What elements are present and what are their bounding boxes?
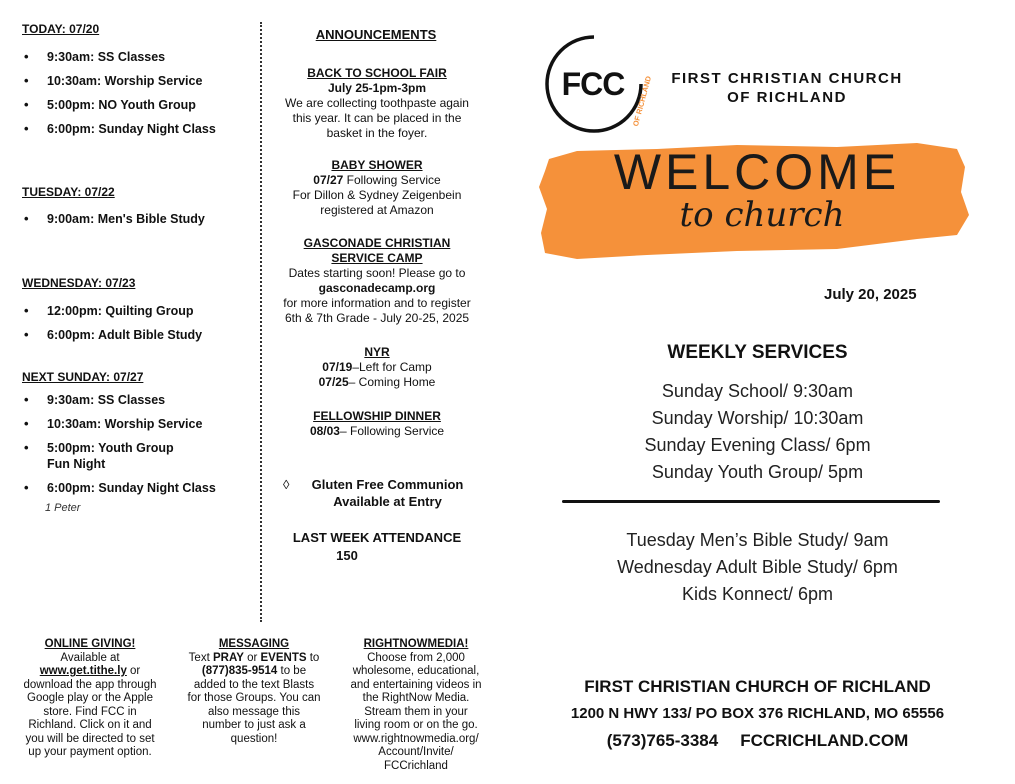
church-name-line: FIRST CHRISTIAN CHURCH xyxy=(671,70,903,87)
fair-title: BACK TO SCHOOL FAIR xyxy=(307,66,447,80)
giving-line: store. Find FCC in xyxy=(43,705,137,718)
attendance-label: LAST WEEK ATTENDANCE xyxy=(292,530,462,545)
nyr-date: 07/19 xyxy=(322,360,353,374)
messaging-text: to be xyxy=(277,665,307,677)
camp-announcement xyxy=(262,236,492,326)
wednesday-heading: WEDNESDAY: 07/23 xyxy=(22,276,136,290)
nyr-date: 07/25 xyxy=(318,375,349,389)
giving-line: download the app through xyxy=(23,678,157,691)
keyword-events: EVENTS xyxy=(260,651,307,664)
next-sunday-list xyxy=(24,392,216,496)
camp-line: 6th & 7th Grade - July 20-25, 2025 xyxy=(284,311,470,325)
list-item: • 6:00pm: Sunday Night Class xyxy=(24,117,216,141)
keyword-pray: PRAY xyxy=(212,651,244,664)
service-item: Sunday Worship/ 10:30am xyxy=(651,408,864,428)
footer-contact xyxy=(520,731,995,751)
dinner-announcement xyxy=(262,409,492,439)
attendance xyxy=(262,529,492,565)
attendance-value: 150 xyxy=(336,548,358,563)
service-item: Kids Konnect/ 6pm xyxy=(681,584,834,604)
rightnow-line: wholesome, educational, xyxy=(352,665,480,677)
fair-line: this year. It can be placed in the xyxy=(292,111,462,125)
giving-text: or xyxy=(126,665,141,677)
messaging-line: for those Groups. You can xyxy=(187,692,321,704)
communion-line: Gluten Free Communion xyxy=(311,477,464,492)
rightnow-link[interactable]: www.rightnowmedia.org/ xyxy=(353,732,479,745)
fair-announcement xyxy=(262,66,492,141)
service-item: Sunday School/ 9:30am xyxy=(661,381,854,401)
rightnow-title: RIGHTNOWMEDIA! xyxy=(363,638,469,650)
footer-address: 1200 N HWY 133/ PO BOX 376 RICHLAND, MO 65556 xyxy=(570,705,945,722)
list-item: • 6:00pm: Sunday Night Class xyxy=(24,480,216,496)
list-item: • 9:30am: SS Classes xyxy=(24,392,216,408)
messaging-phone: (877)835-9514 xyxy=(201,665,278,677)
giving-line: up your payment option. xyxy=(28,746,152,758)
diamond-bullet-icon: ◊ xyxy=(283,477,290,492)
messaging-line: question! xyxy=(230,732,278,745)
rightnow-line: Stream them in your xyxy=(364,705,468,718)
shower-date-rest: Following Service xyxy=(343,173,441,187)
dinner-date: 08/03 xyxy=(309,424,340,438)
service-item: Wednesday Adult Bible Study/ 6pm xyxy=(617,557,898,577)
list-item xyxy=(24,440,216,472)
camp-line: for more information and to register xyxy=(283,296,471,310)
shower-title: BABY SHOWER xyxy=(331,158,423,172)
communion-note xyxy=(300,476,475,510)
youth-group-sub: Fun Night xyxy=(47,457,106,471)
rightnow-line: Choose from 2,000 xyxy=(367,651,465,664)
tuesday-heading: TUESDAY: 07/22 xyxy=(22,185,115,199)
list-item: • 9:00am: Men's Bible Study xyxy=(24,207,205,231)
nyr-title: NYR xyxy=(364,345,390,359)
nyr-announcement xyxy=(262,345,492,390)
rightnow-link[interactable]: FCCrichland xyxy=(384,759,448,772)
camp-line: Dates starting soon! Please go to xyxy=(288,266,466,280)
next-sunday-heading: NEXT SUNDAY: 07/27 xyxy=(22,370,144,384)
giving-line: Google play or the Apple xyxy=(27,692,153,704)
dinner-text: – Following Service xyxy=(339,424,445,438)
shower-line: registered at Amazon xyxy=(320,203,434,217)
camp-title: SERVICE CAMP xyxy=(331,251,423,265)
giving-line: you will be directed to set xyxy=(25,732,155,745)
messaging-title: MESSAGING xyxy=(218,638,290,650)
wednesday-list xyxy=(24,299,202,347)
fair-date: July 25-1pm-3pm xyxy=(327,81,427,95)
camp-title: GASCONADE CHRISTIAN xyxy=(303,236,451,250)
section-rule xyxy=(562,500,940,503)
rightnow-link[interactable]: Account/Invite/ xyxy=(378,746,454,758)
service-item: Tuesday Men’s Bible Study/ 9am xyxy=(626,530,889,550)
footer-website[interactable]: FCCRICHLAND.COM xyxy=(740,731,909,750)
weekly-services-list xyxy=(560,378,955,486)
messaging-text: Text xyxy=(188,651,213,664)
shower-announcement xyxy=(262,158,492,218)
messaging-text: to xyxy=(306,651,320,664)
rightnow-block xyxy=(334,638,498,773)
list-item: • 10:30am: Worship Service xyxy=(24,416,216,432)
shower-line: For Dillon & Sydney Zeigenbein xyxy=(292,188,462,202)
tithe-link[interactable]: www.get.tithe.ly xyxy=(39,665,127,677)
service-item: Sunday Evening Class/ 6pm xyxy=(644,435,871,455)
nyr-text: – Coming Home xyxy=(348,375,436,389)
camp-site-link[interactable]: gasconadecamp.org xyxy=(318,281,436,295)
list-item: • 9:30am: SS Classes xyxy=(24,45,216,69)
bulletin-date: July 20, 2025 xyxy=(824,286,917,303)
logo-subtext: OF RICHLAND xyxy=(631,75,654,128)
footer-church-name: FIRST CHRISTIAN CHURCH OF RICHLAND xyxy=(584,677,931,696)
list-item: • 6:00pm: Adult Bible Study xyxy=(24,323,202,347)
giving-line: Richland. Click on it and xyxy=(28,719,152,731)
fair-line: We are collecting toothpaste again xyxy=(285,96,469,110)
fair-line: basket in the foyer. xyxy=(326,126,428,140)
church-name-header xyxy=(662,69,912,107)
messaging-line: added to the text Blasts xyxy=(193,678,315,691)
other-services-list xyxy=(560,527,955,608)
welcome-banner xyxy=(537,137,971,261)
announcements-heading: ANNOUNCEMENTS xyxy=(315,27,437,42)
service-item: Sunday Youth Group/ 5pm xyxy=(651,462,864,482)
fcc-logo xyxy=(543,33,654,135)
shower-date: 07/27 xyxy=(313,173,344,187)
giving-line: Available at xyxy=(60,651,120,664)
today-heading: TODAY: 07/20 xyxy=(22,22,100,36)
messaging-block xyxy=(174,638,334,746)
youth-group-line: 5:00pm: Youth Group xyxy=(47,441,174,455)
today-list xyxy=(24,45,216,141)
church-name-line: OF RICHLAND xyxy=(727,89,847,106)
logo-text: FCC xyxy=(561,66,625,102)
messaging-text: or xyxy=(243,651,261,664)
messaging-line: number to just ask a xyxy=(202,719,306,731)
list-item: • 5:00pm: NO Youth Group xyxy=(24,93,216,117)
rightnow-line: the RightNow Media. xyxy=(362,692,470,704)
rightnow-line: and entertaining videos in xyxy=(350,678,482,691)
communion-line: Available at Entry xyxy=(333,494,442,509)
messaging-line: also message this xyxy=(207,705,301,718)
online-giving-block xyxy=(10,638,170,760)
to-church-text: to church xyxy=(679,195,845,235)
footer-phone[interactable]: (573)765-3384 xyxy=(606,731,719,750)
tuesday-list xyxy=(24,207,205,231)
list-item: • 10:30am: Worship Service xyxy=(24,69,216,93)
welcome-text: WELCOME xyxy=(613,144,901,200)
nyr-text: –Left for Camp xyxy=(352,360,432,374)
giving-title: ONLINE GIVING! xyxy=(44,638,136,650)
weekly-services-heading: WEEKLY SERVICES xyxy=(667,342,848,363)
next-sunday-note: 1 Peter xyxy=(45,502,81,514)
dinner-title: FELLOWSHIP DINNER xyxy=(313,409,441,423)
list-item: • 12:00pm: Quilting Group xyxy=(24,299,202,323)
rightnow-line: living room or on the go. xyxy=(354,719,478,731)
